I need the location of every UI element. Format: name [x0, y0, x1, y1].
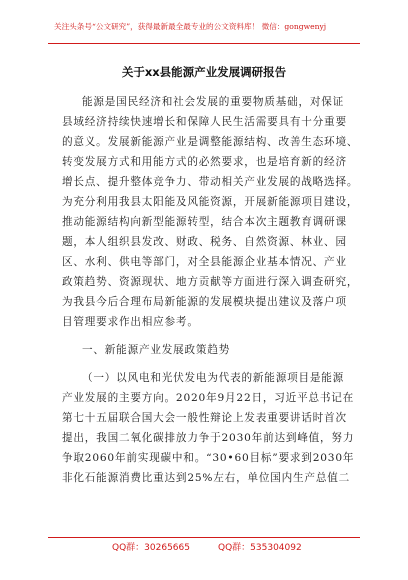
body-line: 产业发展的主要方向。2020年9月22日，习近平总书记在 [62, 392, 355, 404]
footer-divider [48, 537, 360, 538]
body-line: 提出，我国二氧化碳排放力争于2030年前达到峰值，努力 [62, 432, 355, 444]
header-divider [48, 43, 360, 44]
body-line: 非化石能源消费比重达到25%左右，单位国内生产总值二 [62, 472, 351, 484]
body-line: 转变发展方式和用能方式的必然要求，也是培育新的经济 [62, 156, 347, 168]
body-line: 区、水利、供电等部门，对全县能源企业基本情况、产业 [62, 256, 347, 268]
footer-qq-right: QQ群：535304092 [218, 543, 302, 553]
body-line: 推动能源结构向新型能源转型，结合本次主题教育调研课 [62, 216, 347, 228]
header-banner: 关注头条号“公文研究”，获得最新最全最专业的公文资料库！ 微信：gongwenyj [54, 22, 327, 31]
body-line: 为充分利用我县太阳能及风能资源，开展新能源项目建设， [62, 196, 359, 208]
body-line: 政策趋势、资源现状、地方贡献等方面进行深入调查研究， [62, 276, 359, 288]
body-line: 为我县今后合理布局新能源的发展模块提出建议及落户项 [62, 296, 347, 308]
body-line: 县域经济持续快速增长和保障人民生活需要具有十分重要 [62, 116, 347, 128]
section-heading: 一、新能源产业发展政策趋势 [82, 344, 231, 356]
body-line: 能源是国民经济和社会发展的重要物质基础，对保证 [82, 96, 345, 108]
body-line: （一）以风电和光伏发电为代表的新能源项目是能源 [82, 372, 345, 384]
body-line: 题，本人组织县发改、财政、税务、自然资源、林业、园 [62, 236, 347, 248]
body-line: 增长点、提升整体竞争力、带动相关产业发展的战略选择。 [62, 176, 359, 188]
body-line: 争取2060年前实现碳中和。“30•60目标”要求到2030年 [62, 452, 355, 464]
document-title: 关于xx县能源产业发展调研报告 [121, 65, 287, 79]
body-line: 第七十五届联合国大会一般性辩论上发表重要讲话时首次 [62, 412, 347, 424]
body-line: 目管理要求作出相应参考。 [62, 316, 199, 328]
footer-qq-left: QQ群：30265665 [112, 543, 190, 553]
body-line: 的意义。发展新能源产业是调整能源结构、改善生态环境、 [62, 136, 359, 148]
